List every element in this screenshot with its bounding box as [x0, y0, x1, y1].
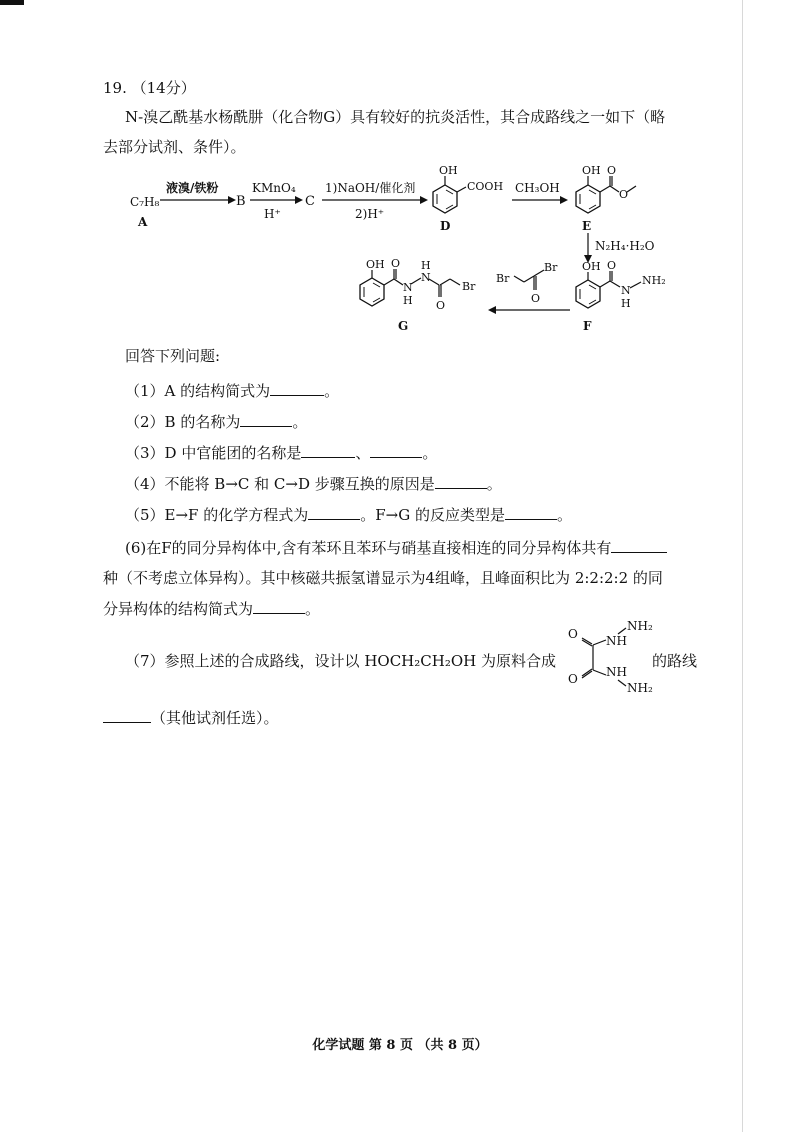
compound-g-n2: N	[421, 271, 431, 284]
compound-f-n: N	[621, 284, 631, 297]
question-6-line-3	[103, 598, 320, 619]
page-footer: 化学试题 第 8 页 （共 8 页）	[312, 1038, 488, 1053]
compound-b-label: B	[236, 194, 246, 209]
compound-f-carbonyl-o: O	[607, 259, 617, 272]
reagent-br-left: Br	[496, 272, 510, 285]
target-nh2-top: NH₂	[627, 620, 653, 633]
question-points: （14分）	[131, 79, 196, 97]
compound-g-carbonyl-o2: O	[436, 299, 446, 312]
compound-f-label: F	[583, 319, 592, 333]
answer-blank-5a[interactable]	[308, 504, 360, 520]
target-o-top: O	[568, 627, 578, 641]
reagent-c-d-top: 1)NaOH/催化剂	[325, 181, 416, 195]
answer-blank-5b[interactable]	[505, 504, 557, 520]
target-nh-bottom: NH	[606, 665, 627, 679]
reagent-e-f: N₂H₄·H₂O	[595, 239, 655, 253]
answer-blank-6a[interactable]	[611, 537, 667, 553]
answer-blank-3b[interactable]	[370, 442, 422, 458]
reagent-a-b: 液溴/铁粉	[166, 181, 219, 195]
question-2-text: （2）B 的名称为	[125, 413, 241, 431]
question-7-route-suffix: 的路线	[652, 652, 698, 670]
compound-d-structure	[433, 176, 466, 213]
reagent-b-c-top: KMnO₄	[252, 181, 296, 195]
target-o-bottom: O	[568, 672, 578, 686]
answer-blank-7[interactable]	[103, 707, 151, 723]
arrowhead-c-d	[420, 196, 428, 204]
intro-line-1: N-溴乙酰基水杨酰肼（化合物G）具有较好的抗炎活性，其合成路线之一如下（略	[125, 108, 666, 126]
question-7-line-1: （7）参照上述的合成路线，设计以 HOCH₂CH₂OH 为原料合成	[125, 652, 556, 670]
reagent-d-e: CH₃OH	[515, 181, 560, 195]
answer-prompt: 回答下列问题:	[125, 347, 221, 365]
question-6-line-2: 种（不考虑立体异构）。其中核磁共振氢谱显示为4组峰，且峰面积比为 2:2:2:2 的同	[103, 569, 663, 587]
synthesis-scheme	[0, 160, 800, 340]
compound-g-h2: H	[421, 259, 431, 272]
question-3-end: 。	[422, 444, 438, 462]
compound-g-br: Br	[462, 280, 476, 293]
answer-blank-2[interactable]	[240, 411, 292, 427]
question-6-text-1: (6)在F的同分异构体中,含有苯环且苯环与硝基直接相连的同分异构体共有	[125, 539, 612, 557]
question-4-end: 。	[486, 475, 502, 493]
question-header	[103, 78, 196, 98]
compound-a-label: A	[138, 215, 148, 229]
target-nh-top: NH	[606, 634, 627, 648]
compound-e-ester-o: O	[619, 188, 629, 201]
question-4-text: （4）不能将 B→C 和 C→D 步骤互换的原因是	[125, 475, 435, 493]
compound-a-formula: C₇H₈	[130, 195, 160, 209]
reagent-carbonyl-o: O	[531, 292, 541, 305]
answer-blank-6b[interactable]	[253, 598, 305, 614]
answer-blank-4[interactable]	[435, 473, 487, 489]
reagent-b-c-bottom: H⁺	[264, 207, 281, 221]
compound-e-oh: OH	[582, 164, 601, 177]
question-2	[125, 411, 307, 432]
arrowhead-d-e	[560, 196, 568, 204]
reagent-bromoacetyl-bromide	[514, 270, 544, 290]
question-7-line-2	[103, 707, 279, 728]
compound-g-h1: H	[403, 294, 413, 307]
reagent-c-d-bottom: 2)H⁺	[355, 207, 385, 221]
question-2-end: 。	[292, 413, 308, 431]
question-number: 19.	[103, 79, 127, 97]
compound-g-label: G	[398, 319, 409, 333]
reagent-br-right: Br	[544, 261, 558, 274]
compound-d-cooh: COOH	[467, 180, 504, 193]
compound-e-label: E	[582, 219, 592, 233]
scan-corner-mark	[0, 0, 24, 5]
arrowhead-a-b	[228, 196, 236, 204]
question-3-separator: 、	[355, 444, 371, 462]
compound-f-structure	[576, 271, 641, 308]
compound-g-oh: OH	[366, 258, 385, 271]
question-7-text-2: （其他试剂任选）。	[151, 709, 279, 727]
intro-line-2: 去部分试剂、条件）。	[103, 138, 246, 156]
question-5-text: （5）E→F 的化学方程式为	[125, 506, 309, 524]
answer-blank-1[interactable]	[270, 380, 324, 396]
target-nh2-bottom: NH₂	[627, 681, 653, 695]
compound-d-oh: OH	[439, 164, 458, 177]
answer-blank-3a[interactable]	[301, 442, 355, 458]
compound-g-carbonyl-o1: O	[391, 257, 401, 270]
question-1	[125, 380, 339, 401]
compound-g-n1: N	[403, 281, 413, 294]
compound-f-nh2: NH₂	[642, 274, 666, 287]
question-5-middle: 。F→G 的反应类型是	[360, 506, 505, 524]
question-5	[125, 504, 572, 525]
question-3-text: （3）D 中官能团的名称是	[125, 444, 302, 462]
compound-f-h: H	[621, 297, 631, 310]
compound-e-carbonyl-o: O	[607, 164, 617, 177]
compound-f-oh: OH	[582, 260, 601, 273]
question-6-line-1	[125, 537, 667, 558]
compound-c-label: C	[305, 194, 315, 209]
question-1-text: （1）A 的结构简式为	[125, 382, 271, 400]
arrowhead-f-g	[488, 306, 496, 314]
question-4	[125, 473, 502, 494]
question-6-end: 。	[305, 600, 321, 618]
question-5-end: 。	[556, 506, 572, 524]
compound-d-label: D	[440, 219, 451, 233]
question-6-text-3: 分异构体的结构简式为	[103, 600, 254, 618]
question-3	[125, 442, 437, 463]
arrowhead-b-c	[295, 196, 303, 204]
question-1-end: 。	[324, 382, 340, 400]
